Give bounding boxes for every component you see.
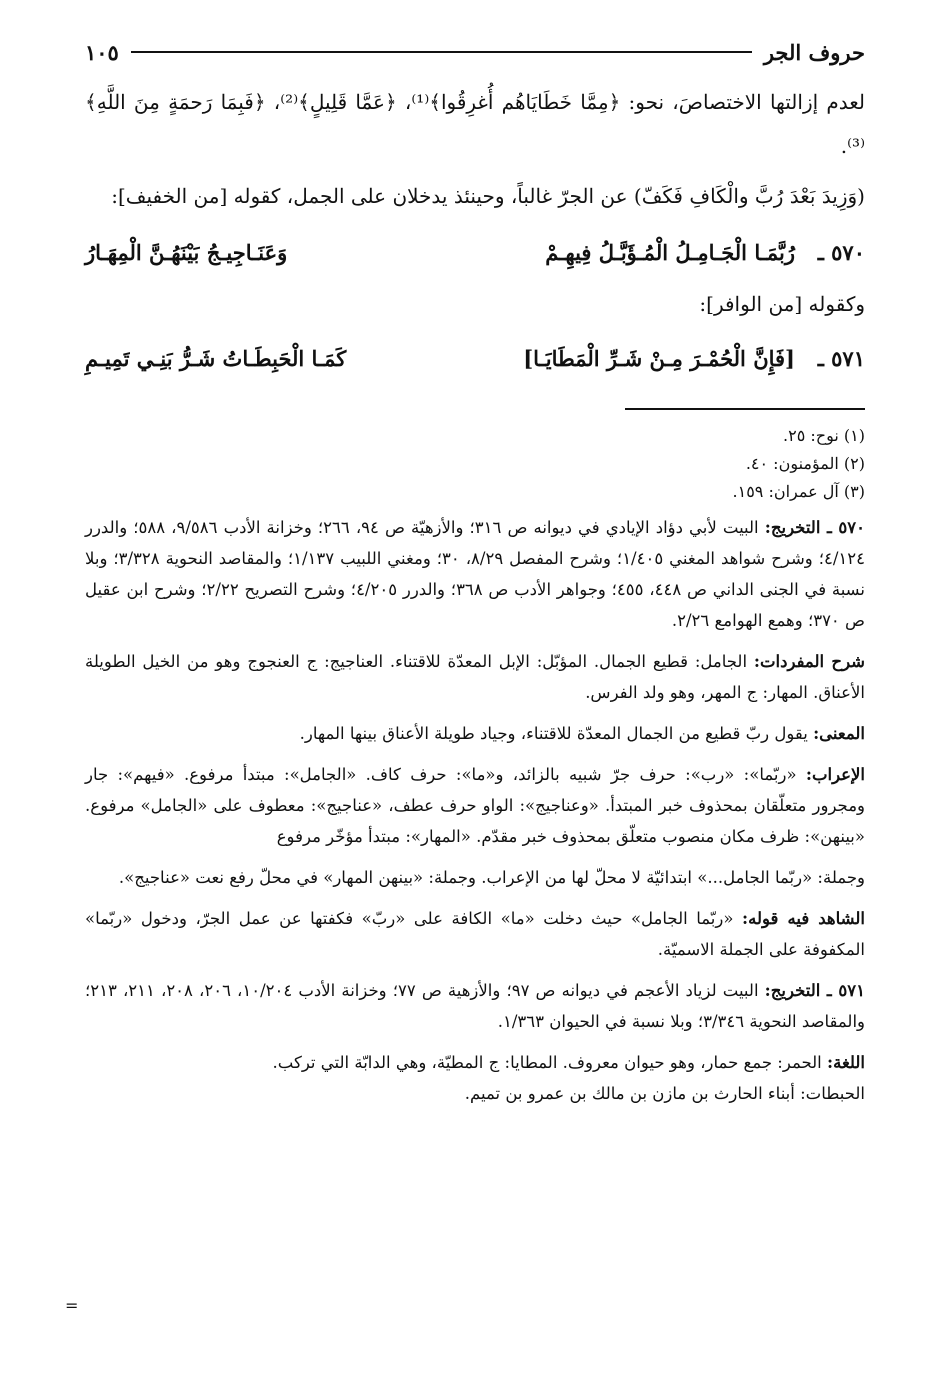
section-text: الحمر: جمع حمار، وهو حيوان معروف. المطايا: ج المطيّة، وهي الدابّة التي تركب. <box>272 1053 822 1072</box>
verse-intro: وكقوله [من الوافر]: <box>699 292 865 316</box>
verse-hemistich-1: رُبَّمَـا الْجَـامِـلُ الْمُـؤَبَّـلُ فِيهِـمْ <box>545 239 795 265</box>
margin-mark: = <box>65 1296 79 1315</box>
section-text: «ربّما الجامل» حيث دخلت «ما» الكافة على «ربّ» فكفتها عن عمل الجرّ، ودخول «ربّما» المكفوفة على الجملة الاسميّة. <box>85 909 865 959</box>
verse-570 <box>85 222 865 282</box>
takhrij-571 <box>85 975 865 1037</box>
footnote-separator <box>625 408 865 410</box>
section-text: البيت لزياد الأعجم في ديوانه ص ٩٧؛ والأزهية ص ٧٧؛ وخزانة الأدب ١٠/٢٠٤، ٢٠٦، ٢٠٨، ٢١١، ٢١٣؛ والمقاصد النحوية ٣/٣٤٦؛ وبلا نسبة في الحيوان ١/٣٦٣. <box>85 981 865 1031</box>
lugha <box>85 1047 865 1109</box>
book-page <box>65 30 866 1370</box>
takhrij-570 <box>85 512 865 636</box>
verse-hemistich-2: وَعَنَـاجِيـجُ بَيْنَهُـنَّ الْمِهَـارُ <box>85 239 288 265</box>
page-number: ١٠٥ <box>85 39 119 65</box>
jumla: وجملة: «ربّما الجامل...» ابتدائيّة لا محلّ لها من الإعراب. وجملة: «بينهن المهار» في محلّ رفع نعت «عناجيج». <box>118 868 865 887</box>
section-label: شرح المفردات: <box>753 652 866 671</box>
irab <box>85 759 865 852</box>
section-text: الجامل: قطيع الجمال. المؤبّل: الإبل المعدّة للاقتناء. العناجيج: ج العنجوج وهو من الخيل الطويلة الأعناق. المهار: ج المهر، وهو ولد الفرس. <box>85 652 865 702</box>
main-paragraph-2: (وَزِيدَ بَعْدَ رُبَّ والْكَافِ فَكَفّ) عن الجرّ غالباً، وحينئذ يدخلان على الجمل، كقوله [من الخفيف]: <box>111 184 865 208</box>
main-paragraph-1: لعدم إزالتها الاختصاصَ، نحو: ﴿مِمَّا خَطَايَاهُم أُغرِقُوا﴾⁽¹⁾، ﴿عَمَّا قَلِيلٍ﴾⁽²⁾، ﴿فَبِمَا رَحمَةٍ مِنَ اللَّهِ﴾⁽³⁾. <box>85 90 865 158</box>
footnote: (٣) آل عمران: ١٥٩. <box>732 482 865 501</box>
section-text: «ربّما»: «رب»: حرف جرّ شبيه بالزائد، و«ما»: حرف كاف. «الجامل»: مبتدأ مرفوع. «فيهم»: جار ومجرور متعلّقان بمحذوف خبر المبتدأ. «وعناجيج»: الواو حرف عطف، «عناجيج»: معطوف على «الجامل» مرفوع. «بينهن»: ظرف مكان منصوب متعلّق بمحذوف خبر مقدّم. «المهار»: مبتدأ مؤخّر مرفوع <box>85 765 865 846</box>
section-text: الحبطات: أبناء الحارث بن مازن بن مالك بن عمرو بن تميم. <box>464 1084 865 1103</box>
mufradat <box>85 646 865 708</box>
footnotes <box>85 422 865 506</box>
section-label: الإعراب: <box>805 765 866 784</box>
running-header <box>85 30 865 74</box>
section-text: يقول ربّ قطيع من الجمال المعدّة للاقتناء، وجياد طويلة الأعناق بينها المهار. <box>299 724 808 743</box>
section-label: اللغة: <box>827 1053 865 1072</box>
shahid <box>85 903 865 965</box>
verse-hemistich-1: [فَإِنَّ الْحُمْـرَ مِـنْ شَـرِّ الْمَطَايَـا] <box>523 345 795 371</box>
footnote: (٢) المؤمنون: ٤٠. <box>745 454 865 473</box>
verse-hemistich-2: كَمَـا الْحَبِطَـاتُ شَـرُّ بَنِـي تَمِيـمِ <box>85 345 347 371</box>
section-label: ٥٧١ ـ التخريج: <box>764 981 865 1000</box>
chapter-title: حروف الجر <box>763 39 865 65</box>
section-text: البيت لأبي دؤاد الإيادي في ديوانه ص ٣١٦؛ والأزهيّة ص ٩٤، ٢٦٦؛ وخزانة الأدب ٩/٥٨٦، ٥٨٨؛ والدرر ٤/١٢٤؛ وشرح شواهد المغني ١/٤٠٥؛ وشرح المفصل ٨/٢٩، ٣٠؛ ومغني اللبيب ١/١٣٧؛ والمقاصد النحوية ٣/٣٢٨؛ وبلا نسبة في الجنى الداني ص ٤٤٨، ٤٥٥؛ وجواهر الأدب ص ٣٦٨؛ والدرر ٤/٢٠٥؛ وشرح التصريح ٢/٢٢؛ وشرح ابن عقيل ص ٣٧٠؛ وهمع الهوامع ٢/٢٦. <box>85 518 865 630</box>
section-label: ٥٧٠ ـ التخريج: <box>764 518 865 537</box>
verse-571 <box>85 328 865 388</box>
header-rule <box>131 51 752 53</box>
maana <box>85 718 865 749</box>
section-label: المعنى: <box>813 724 865 743</box>
footnote: (١) نوح: ٢٥. <box>783 426 865 445</box>
section-label: الشاهد فيه قوله: <box>742 909 865 928</box>
verse-number: ٥٧٠ ـ <box>817 239 865 265</box>
verse-number: ٥٧١ ـ <box>817 345 865 371</box>
